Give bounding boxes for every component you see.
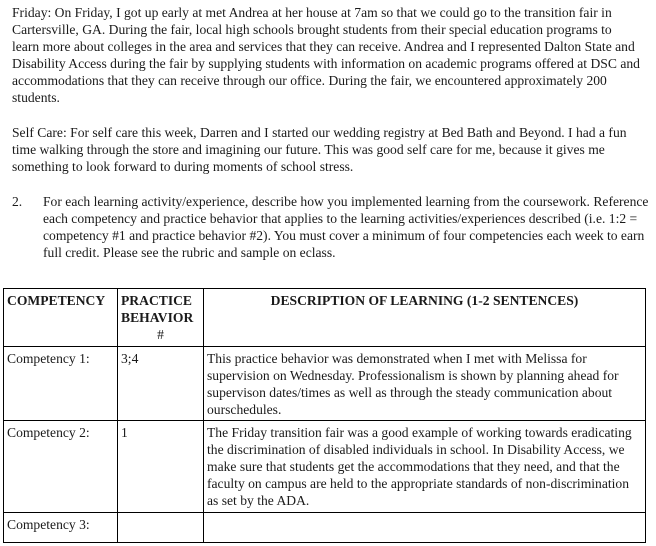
- behavior-cell: 3;4: [118, 347, 204, 421]
- friday-entry: Friday: On Friday, I got up early at met Andrea at her house at 7am so that we could go to the transition fair in Cartersville, GA. During the fair, local high schools brought students from their special education programs to learn more about colleges in the area and services that they can receive. Andrea and I represented Dalton State and Disability Access during the fair by supplying students with information on academic programs offered at DSC and accommodations that they can receive through our office. During the fair, we encountered approximately 200 students.: [12, 5, 640, 105]
- table-row: [4, 513, 646, 543]
- question-number: 2.: [12, 194, 23, 209]
- header-practice-behavior-label: PRACTICE BEHAVIOR: [121, 293, 194, 325]
- description-cell: The Friday transition fair was a good example of working towards eradicating the discrimination of disabled individuals in school. In Disability Access, we make sure that students get the accommodations that they need, and that the faculty on campus are held to the appropriate standards of non-discrimination as set by the ADA.: [204, 421, 646, 513]
- table-header-row: [4, 289, 646, 347]
- competency-cell: Competency 3:: [4, 513, 118, 543]
- header-description: DESCRIPTION OF LEARNING (1-2 SENTENCES): [204, 289, 646, 347]
- header-practice-behavior-hash: #: [157, 327, 164, 342]
- table-row: [4, 421, 646, 513]
- header-competency: COMPETENCY: [4, 289, 118, 347]
- competency-cell: Competency 2:: [4, 421, 118, 513]
- behavior-cell: [118, 513, 204, 543]
- table-row: [4, 347, 646, 421]
- question-text: For each learning activity/experience, describe how you implemented learning from the coursework. Reference each competency and practice behavior that applies to the learning activities/experiences described (i.e. 1:2 = competency #1 and practice behavior #2). You must cover a minimum of four competencies each week to earn full credit. Please see the rubric and sample on eclass.: [43, 194, 649, 260]
- description-cell: [204, 513, 646, 543]
- header-practice-behavior: [118, 289, 204, 347]
- competency-cell: Competency 1:: [4, 347, 118, 421]
- competency-table: [3, 288, 646, 543]
- behavior-cell: 1: [118, 421, 204, 513]
- description-cell: This practice behavior was demonstrated when I met with Melissa for supervision on Wednesday. Professionalism is shown by planning ahead for supervison dates/times as well as through the steady communication about ourschedules.: [204, 347, 646, 421]
- self-care-entry: Self Care: For self care this week, Darren and I started our wedding registry at Bed Bath and Beyond. I had a fun time walking through the store and imagining our future. This was good self care for me, because it gives me something to look forward to during moments of school stress.: [12, 125, 627, 174]
